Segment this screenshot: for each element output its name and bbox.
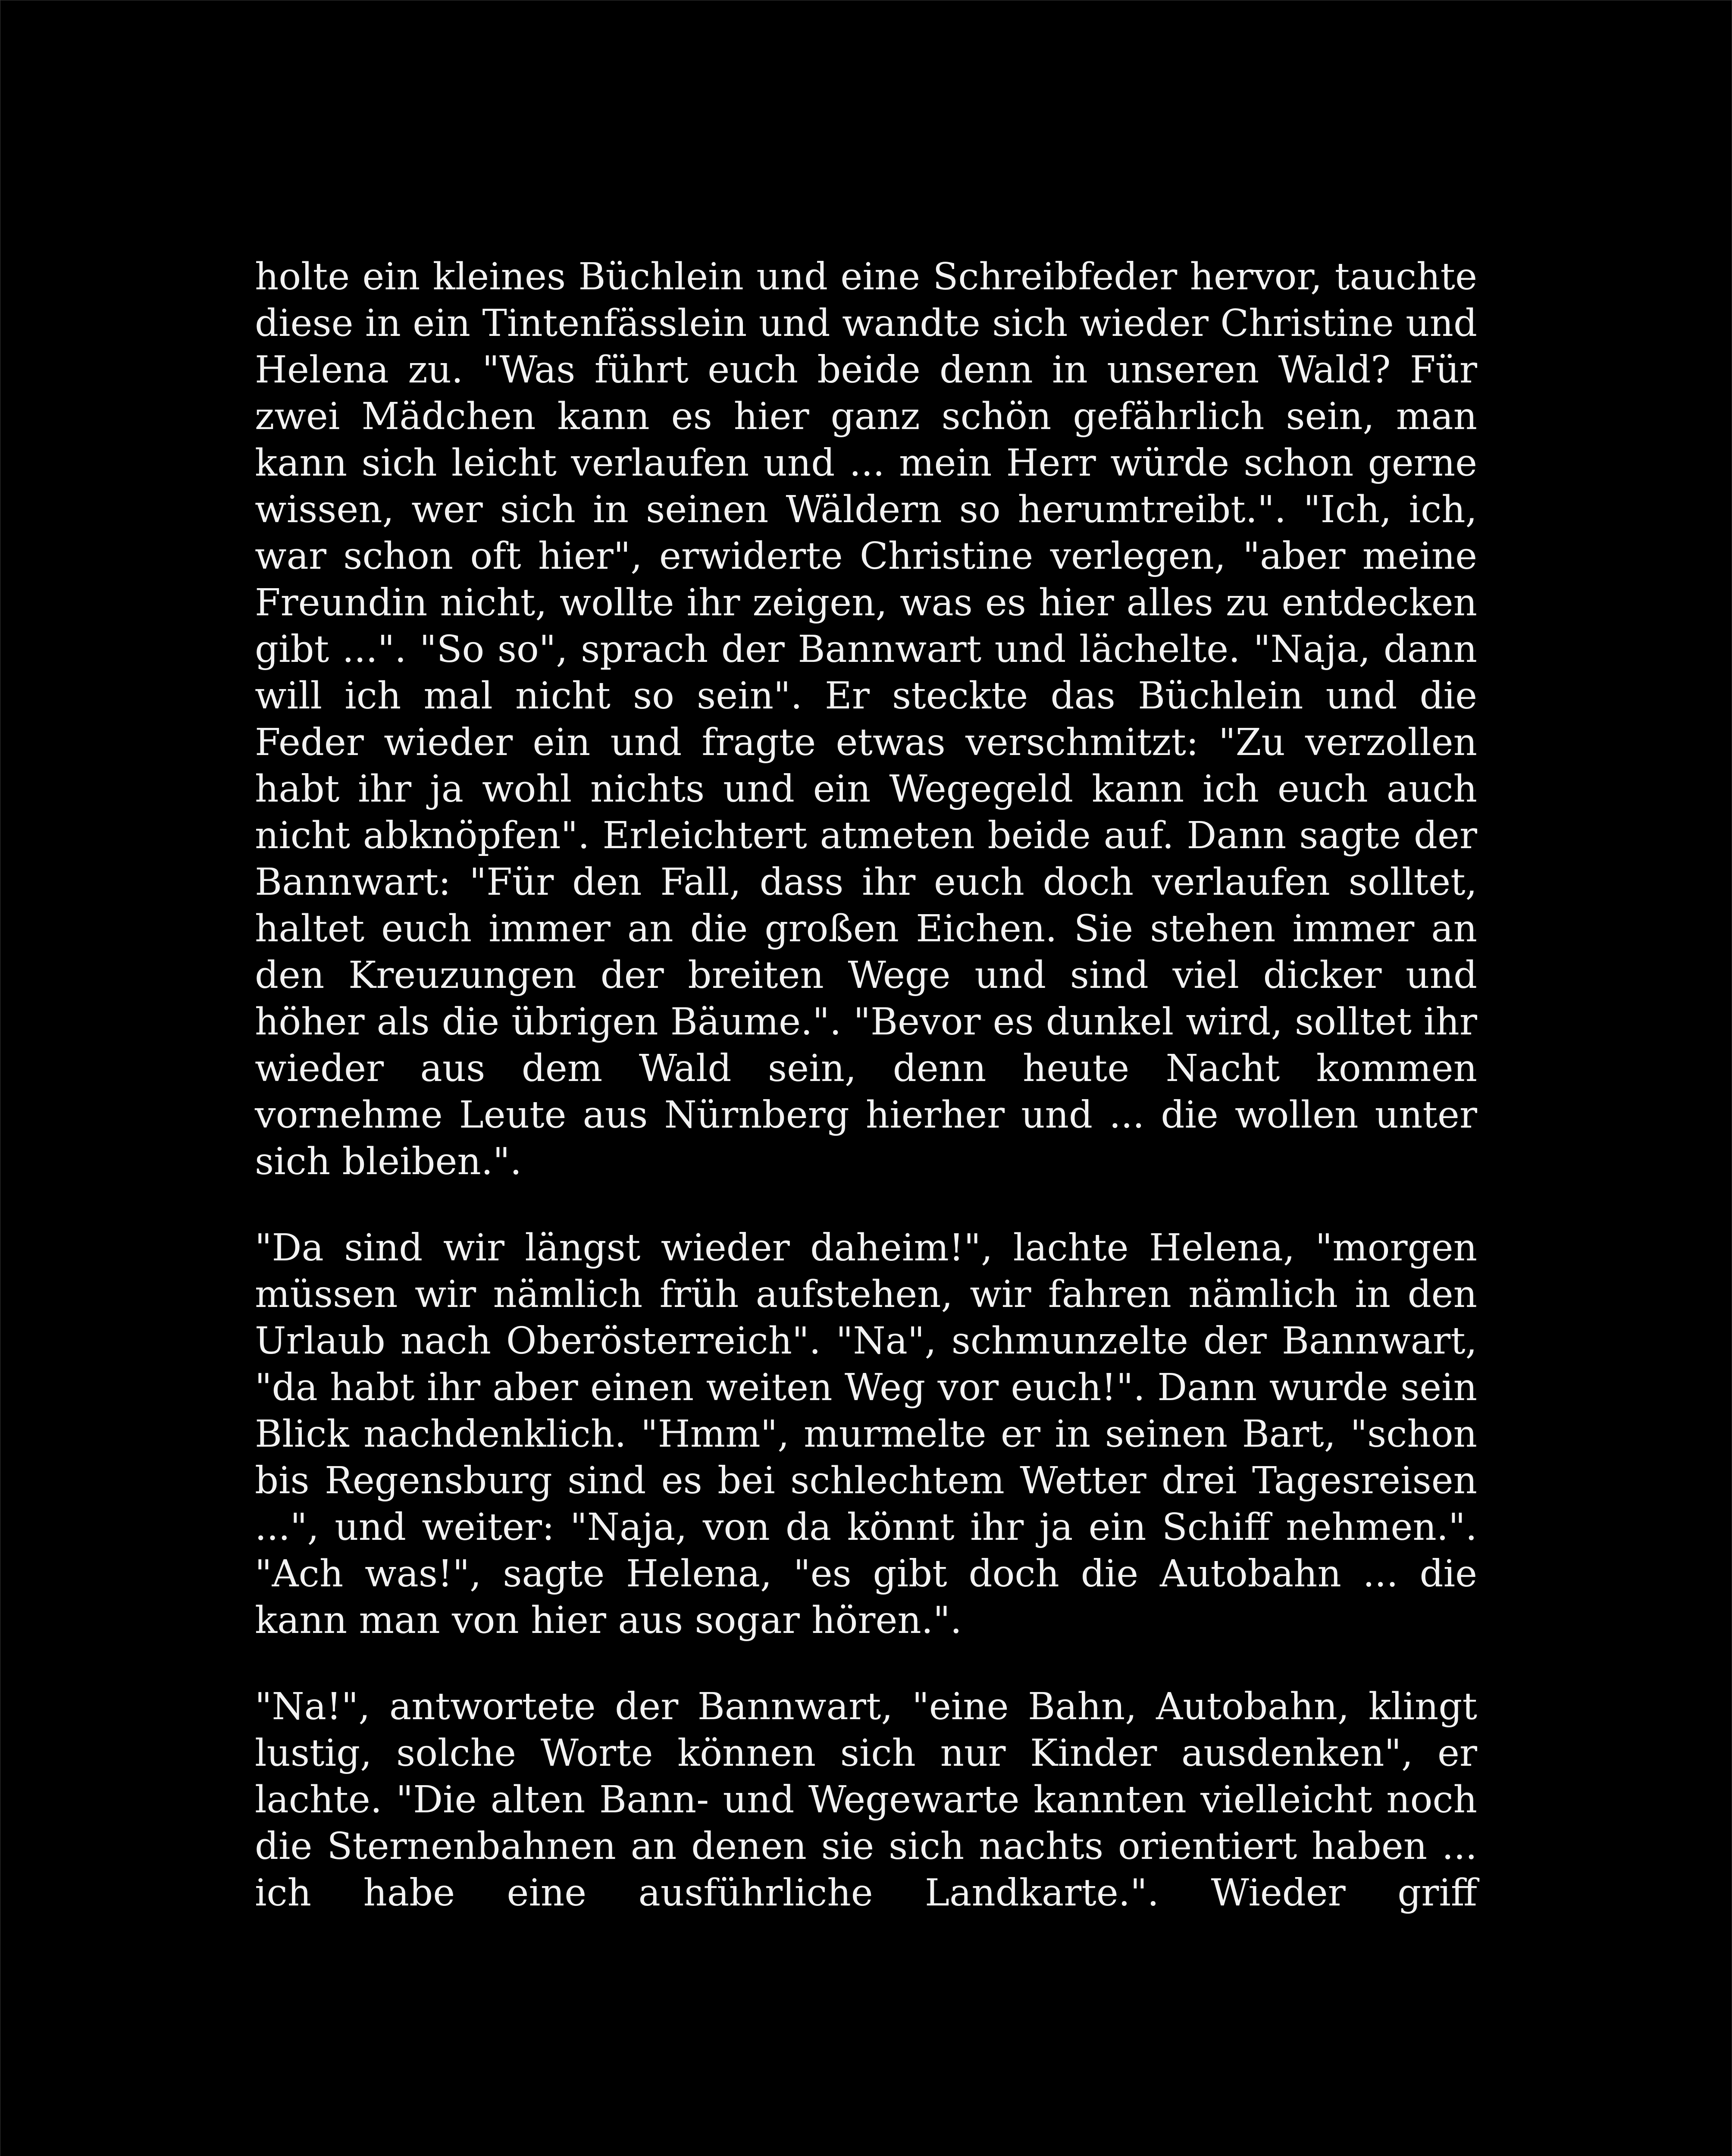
paragraph-3: "Na!", antwortete der Bannwart, "eine Bahn, Autobahn, klingt lustig, solche Worte können sich nur Kinder ausdenken", er lachte. "Die alten Bann- und Wegewarte kannten vielleicht noch die Sternenbahnen an denen sie sich nachts orientiert haben ... ich habe eine ausführliche Landkarte.". Wieder griff (255, 1685, 1477, 1915)
paragraph-2: "Da sind wir längst wieder daheim!", lachte Helena, "morgen müssen wir nämlich früh aufstehen, wir fahren nämlich in den Urlaub nach Oberösterreich". "Na", schmunzelte der Bannwart, "da habt ihr aber einen weiten Weg vor euch!". Dann wurde sein Blick nachdenklich. "Hmm", murmelte er in seinen Bart, "schon bis Regensburg sind es bei schlechtem Wetter drei Tagesreisen ...", und weiter: "Naja, von da könnt ihr ja ein Schiff nehmen.". "Ach was!", sagte Helena, "es gibt doch die Autobahn ... die kann man von hier aus sogar hören.". (255, 1226, 1477, 1642)
paragraph-1: holte ein kleines Büchlein und eine Schreibfeder hervor, tauchte diese in ein Tintenfässlein und wandte sich wieder Christine und Helena zu. "Was führt euch beide denn in unseren Wald? Für zwei Mädchen kann es hier ganz schön gefährlich sein, man kann sich leicht verlaufen und ... mein Herr würde schon gerne wissen, wer sich in seinen Wäldern so herumtreibt.". "Ich, ich, war schon oft hier", erwiderte Christine verlegen, "aber meine Freundin nicht, wollte ihr zeigen, was es hier alles zu entdecken gibt ...". "So so", sprach der Bannwart und lächelte. "Naja, dann will ich mal nicht so sein". Er steckte das Büchlein und die Feder wieder ein und fragte etwas verschmitzt: "Zu verzollen habt ihr ja wohl nichts und ein Wegegeld kann ich euch auch nicht abknöpfen". Erleichtert atmeten beide auf. Dann sagte der Bannwart: "Für den Fall, dass ihr euch doch verlaufen solltet, haltet euch immer an die großen Eichen. Sie stehen immer an den Kreuzungen der breiten Wege und sind viel dicker und höher als die übrigen Bäume.". "Bevor es dunkel wird, solltet ihr wieder aus dem Wald sein, denn heute Nacht kommen vornehme Leute aus Nürnberg hierher und ... die wollen unter sich bleiben.". (255, 255, 1477, 1183)
body-text (255, 254, 1477, 1916)
